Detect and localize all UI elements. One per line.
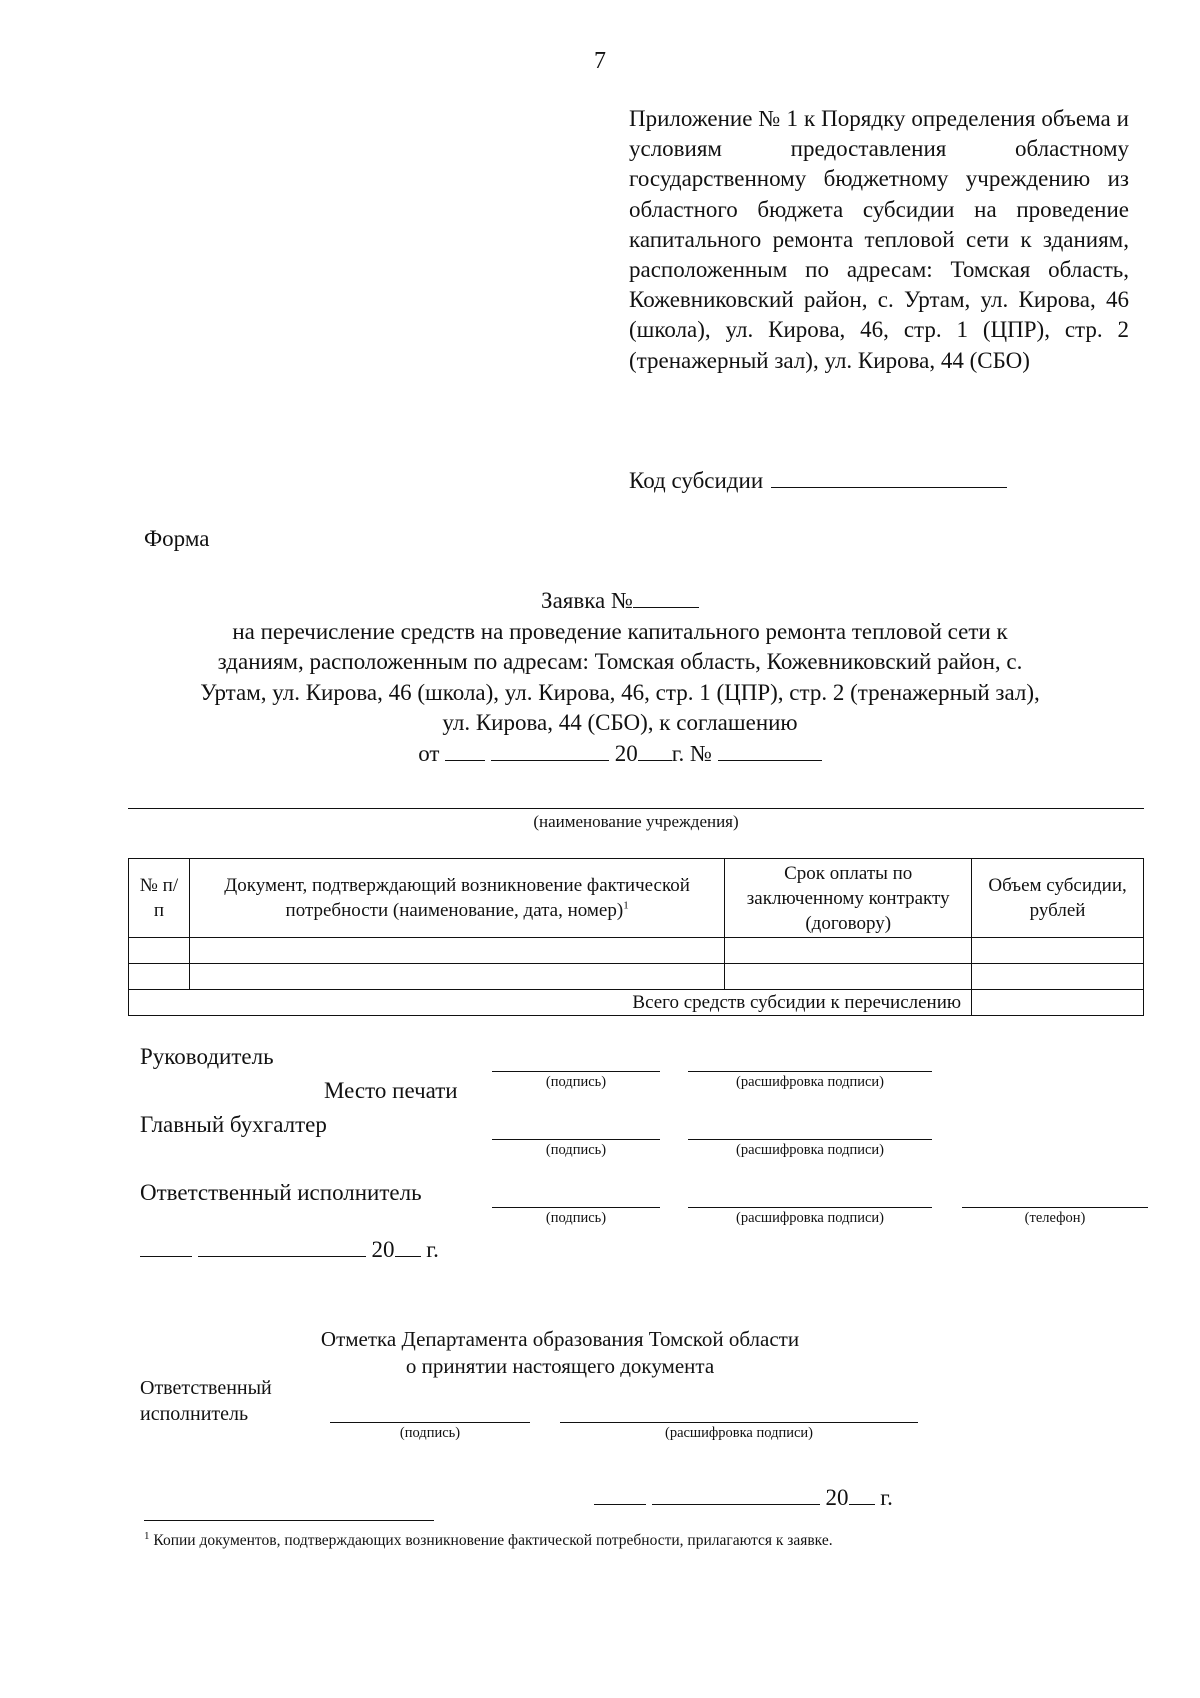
table-header-row bbox=[129, 859, 1144, 938]
department-signature-line[interactable] bbox=[330, 1422, 530, 1423]
stamp-place-label: Место печати bbox=[324, 1078, 458, 1103]
head-signature-line[interactable] bbox=[492, 1071, 660, 1072]
head-label: Руководитель bbox=[140, 1044, 274, 1069]
accountant-signature-caption: (подпись) bbox=[545, 1142, 607, 1158]
department-year-suffix: г. bbox=[880, 1485, 893, 1510]
department-month-field[interactable] bbox=[652, 1484, 820, 1505]
application-year-prefix: 20 bbox=[371, 1237, 395, 1262]
footnote-ref: 1 bbox=[623, 899, 629, 912]
institution-caption: (наименование учреждения) bbox=[533, 812, 739, 831]
executor-label: Ответственный исполнитель bbox=[140, 1180, 422, 1205]
agreement-month-field[interactable] bbox=[491, 740, 609, 761]
department-mark-line-1: Отметка Департамента образования Томской области bbox=[320, 1327, 800, 1351]
total-value-cell[interactable] bbox=[972, 990, 1144, 1016]
table-cell[interactable] bbox=[972, 964, 1144, 990]
col-header-document: Документ, подтверждающий возникновение фактической потребности (наименование, дата, номер)$^1$ bbox=[189, 859, 724, 938]
table-row bbox=[129, 938, 1144, 964]
application-month-field[interactable] bbox=[198, 1236, 366, 1257]
agreement-year-field[interactable] bbox=[638, 740, 672, 761]
form-label: Форма bbox=[144, 526, 210, 551]
department-year-prefix: 20 bbox=[825, 1485, 849, 1510]
accountant-decode-caption: (расшифровка подписи) bbox=[735, 1142, 885, 1158]
department-date-row bbox=[594, 1484, 893, 1511]
title-line-3: зданиям, расположенным по адресам: Томская область, Кожевниковский район, с. bbox=[217, 649, 1023, 674]
executor-signature-caption: (подпись) bbox=[545, 1210, 607, 1226]
executor-decode-line[interactable] bbox=[688, 1207, 932, 1208]
col-header-amount: Объем субсидии, рублей bbox=[972, 859, 1144, 938]
page-number: 7 bbox=[594, 48, 606, 74]
agreement-day-field[interactable] bbox=[445, 740, 485, 761]
appendix-text: Приложение № 1 к Порядку определения объема и условиям предоставления областному государственному бюджетному учреждению из областного бюджета субсидии на проведение капитального ремонта тепловой сети к зданиям, расположенным по адресам: Томская область, Кожевниковский район, с. Уртам, ул. Кирова, 46 (школа), ул. Кирова, 46, стр. 1 (ЦПР), стр. 2 (тренажерный зал), ул. Кирова, 44 (СБО) bbox=[629, 106, 1129, 373]
department-mark-title bbox=[200, 1326, 920, 1380]
institution-line[interactable] bbox=[128, 808, 1144, 809]
table-total-row bbox=[129, 990, 1144, 1016]
head-decode-line[interactable] bbox=[688, 1071, 932, 1072]
footnote bbox=[144, 1529, 833, 1550]
department-executor-label-2: исполнитель bbox=[140, 1403, 249, 1425]
department-decode-caption: (расшифровка подписи) bbox=[664, 1425, 814, 1441]
table-cell[interactable] bbox=[189, 938, 724, 964]
table-cell[interactable] bbox=[725, 938, 972, 964]
table-cell[interactable] bbox=[129, 938, 190, 964]
subsidy-code-label: Код субсидии bbox=[629, 468, 764, 493]
col-header-payment-term: Срок оплаты по заключенному контракту (договору) bbox=[725, 859, 972, 938]
subsidy-code-row bbox=[629, 466, 1007, 494]
head-signature-caption: (подпись) bbox=[545, 1074, 607, 1090]
year-prefix: 20 bbox=[614, 740, 638, 766]
executor-phone-caption: (телефон) bbox=[1024, 1210, 1086, 1226]
application-year-suffix: г. bbox=[426, 1237, 439, 1262]
accountant-signature-line[interactable] bbox=[492, 1139, 660, 1140]
department-mark-line-2: о принятии настоящего документа bbox=[405, 1354, 715, 1378]
year-suffix-number: г. № bbox=[671, 740, 713, 766]
table-cell[interactable] bbox=[972, 938, 1144, 964]
department-day-field[interactable] bbox=[594, 1484, 646, 1505]
application-title bbox=[120, 586, 1120, 769]
subsidy-code-field[interactable] bbox=[771, 466, 1007, 488]
department-executor-label-1: Ответственный bbox=[140, 1377, 272, 1399]
accountant-label: Главный бухгалтер bbox=[140, 1112, 327, 1137]
department-decode-line[interactable] bbox=[560, 1422, 918, 1423]
table-cell[interactable] bbox=[725, 964, 972, 990]
title-line-2: на перечисление средств на проведение капитального ремонта тепловой сети к bbox=[232, 618, 1008, 644]
from-label: от bbox=[418, 740, 440, 766]
agreement-number-field[interactable] bbox=[718, 740, 822, 761]
department-year-field[interactable] bbox=[849, 1484, 875, 1505]
executor-phone-line[interactable] bbox=[962, 1207, 1148, 1208]
footnote-separator bbox=[144, 1520, 434, 1521]
table-cell[interactable] bbox=[189, 964, 724, 990]
total-label: Всего средств субсидии к перечислению bbox=[129, 990, 972, 1016]
table-cell[interactable] bbox=[129, 964, 190, 990]
application-number-field[interactable] bbox=[633, 587, 699, 608]
subsidy-table bbox=[128, 858, 1144, 1016]
footnote-mark: 1 bbox=[144, 1529, 150, 1542]
executor-signature-line[interactable] bbox=[492, 1207, 660, 1208]
agreement-date-row bbox=[120, 739, 1120, 770]
footnote-text: Копии документов, подтверждающих возникновение фактической потребности, прилагаются к заявке. bbox=[153, 1532, 833, 1549]
title-number-label: Заявка № bbox=[541, 588, 633, 613]
accountant-decode-line[interactable] bbox=[688, 1139, 932, 1140]
application-day-field[interactable] bbox=[140, 1236, 192, 1257]
application-year-field[interactable] bbox=[395, 1236, 421, 1257]
head-decode-caption: (расшифровка подписи) bbox=[735, 1074, 885, 1090]
table-row bbox=[129, 964, 1144, 990]
col-header-number: № п/п bbox=[129, 859, 190, 938]
title-line-4: Уртам, ул. Кирова, 46 (школа), ул. Кирова, 46, стр. 1 (ЦПР), стр. 2 (тренажерный зал), bbox=[200, 679, 1040, 705]
department-executor-label bbox=[140, 1375, 272, 1427]
department-signature-caption: (подпись) bbox=[399, 1425, 461, 1441]
executor-decode-caption: (расшифровка подписи) bbox=[735, 1210, 885, 1226]
application-date-row bbox=[140, 1236, 439, 1263]
title-line-5: ул. Кирова, 44 (СБО), к соглашению bbox=[442, 710, 798, 735]
